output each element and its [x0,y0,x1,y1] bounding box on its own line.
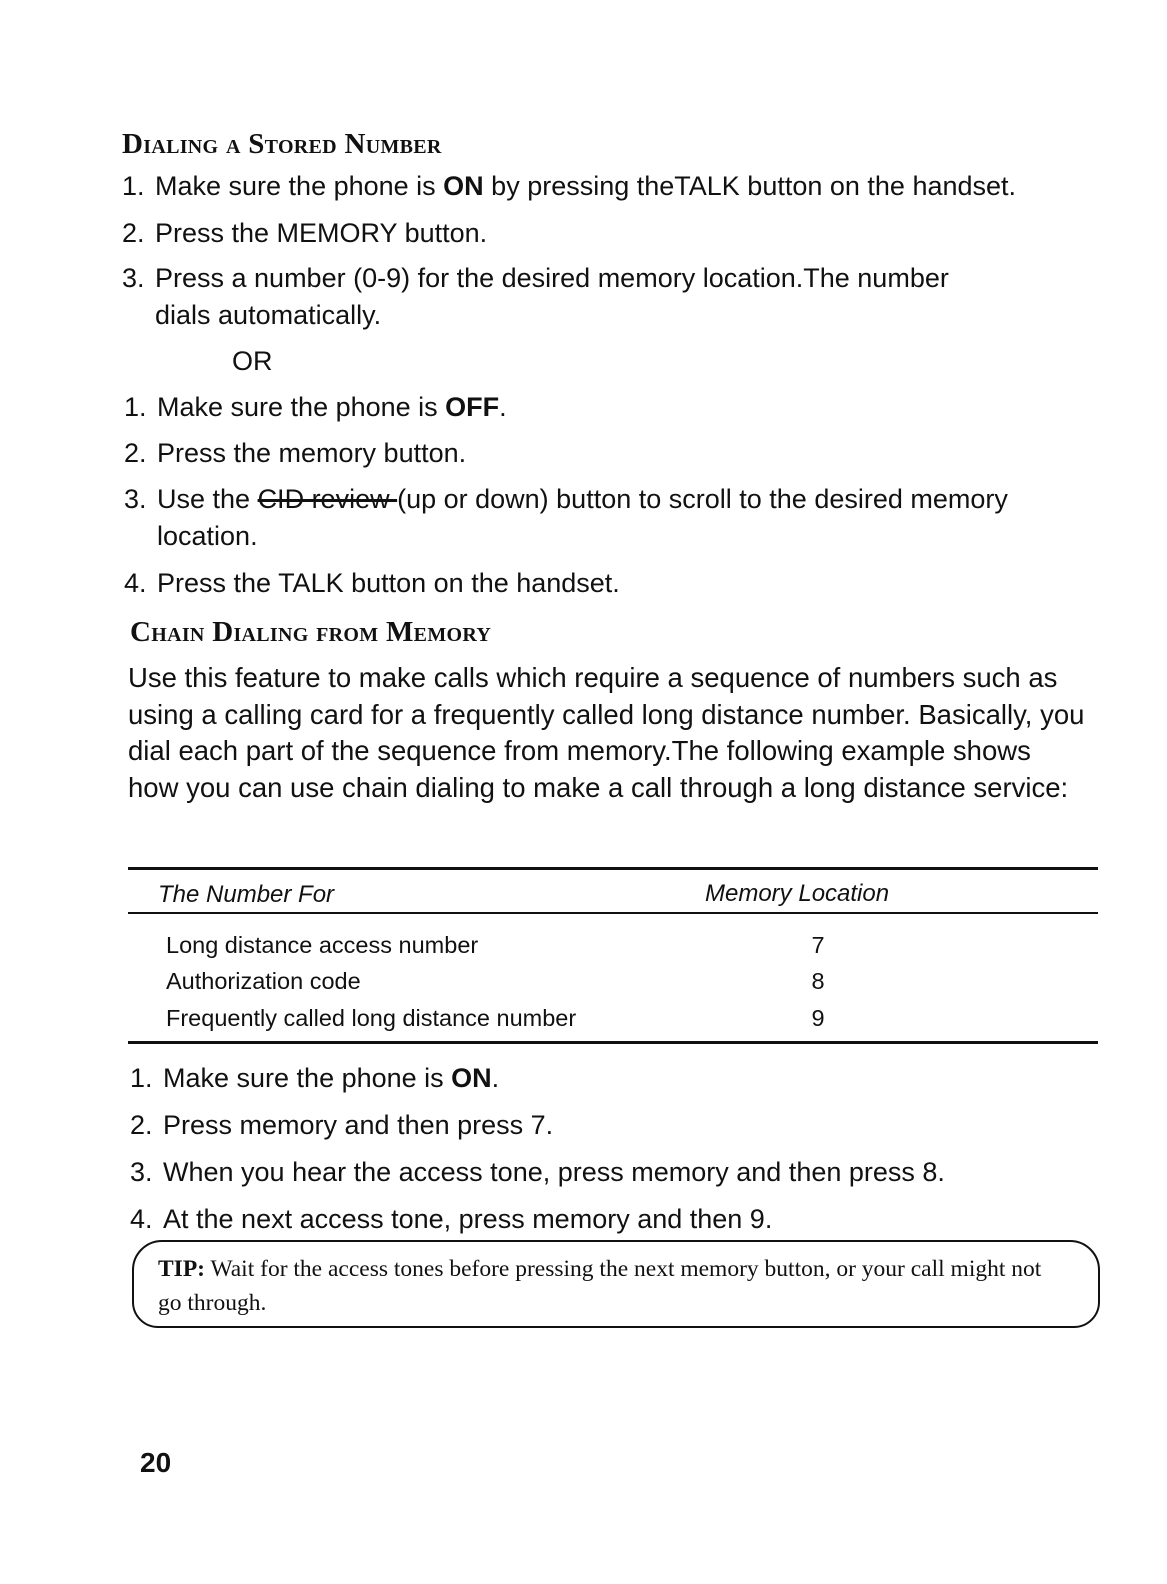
struck-text: CID review [257,484,398,514]
manual-page: Dialing a Stored Number 1. Make sure the phone is ON by pressing theTALK button on the handset. 2. Press the MEMORY button. 3. Press a number (0-9) for the desired memory location.The number dials automatically. OR 1. Make sure the phone is OFF. 2. Press the memory button. 3. Use the CID review (up or down) button to scroll to the desired memory location. 4. Press the TALK button on the handset. Chain Dialing from Memory Use this feature to make calls which require a sequence of numbers such as using a calling card for a frequently called long distance number. Basically, you dial each part of the sequence from memory.The following example shows how you can use chain dialing to make a call through a long distance service: The Number For Memory Location Long distance access number 7 Authorization code 8 Frequently called long distance number 9 1. Make sure the phone is ON. 2. Press memory and then press 7. 3. When you hear the access tone, press memory and then press 8. 4. At the next access tone, press memory and then 9. TIP: Wait for the access tones before pressing the next memory button, or your call might not go through. 20 [0,0,1167,1584]
tip-label: TIP: [158,1256,205,1282]
table-cell: Long distance access number [166,932,479,958]
table-cell: 9 [811,1005,825,1031]
section-heading-chain-dialing: Chain Dialing from Memory [130,616,492,648]
intro-paragraph: Use this feature to make calls which require a sequence of numbers such as using a calling card for a frequently called long distance number. Basically, you dial each part of the sequence from memory.The following example shows how you can use chain dialing to make a call through a long distance service: [128,662,1085,803]
tip-text: TIP: Wait for the access tones before pressing the next memory button, or your call might not go through. [158,1256,1042,1316]
table-top-rule [128,867,1098,870]
table-cell: 8 [811,968,825,994]
or-label: OR [232,346,273,376]
table-bottom-rule [128,1041,1098,1044]
table-cell: Frequently called long distance number [166,1005,577,1031]
table-header-memory-location: Memory Location [705,880,890,907]
page-number: 20 [140,1447,172,1478]
table-header-rule [128,912,1098,914]
table-header-number-for: The Number For [158,881,335,908]
section-heading-stored-number: Dialing a Stored Number [122,128,442,160]
table-cell: 7 [811,932,825,958]
table-cell: Authorization code [166,968,361,994]
